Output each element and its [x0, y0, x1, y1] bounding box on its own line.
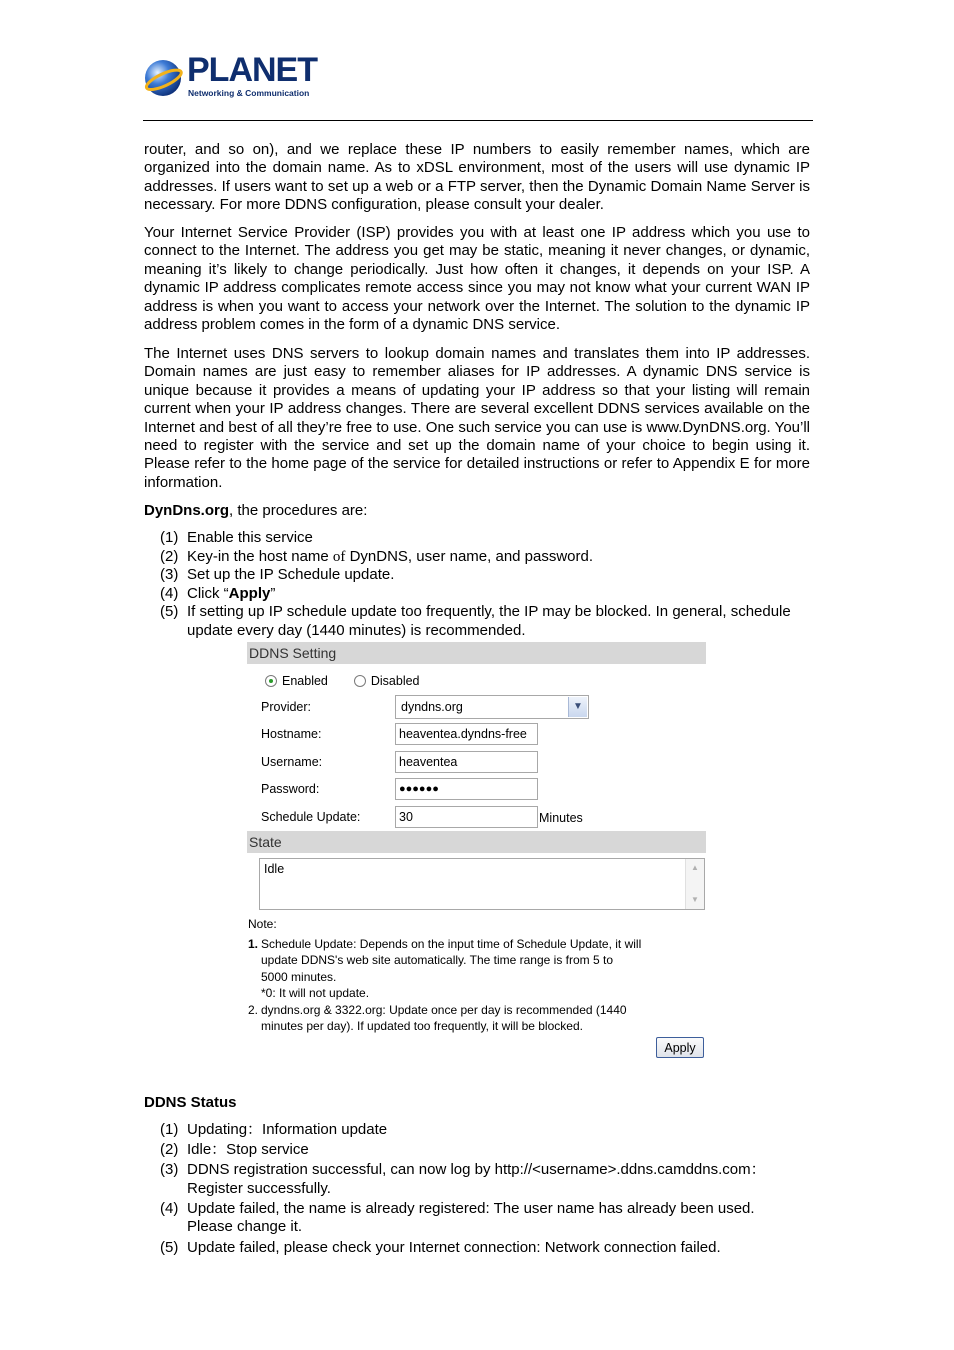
- header-divider: [143, 120, 813, 121]
- list-item: (5) Update failed, please check your Internet connection: Network connection failed.: [160, 1238, 721, 1256]
- state-title: State: [247, 831, 706, 853]
- provider-select[interactable]: [395, 695, 589, 719]
- ddns-setting-title: DDNS Setting: [247, 642, 706, 664]
- list-item: (3) Set up the IP Schedule update.: [160, 566, 395, 584]
- enabled-radio-group: [265, 672, 420, 690]
- schedule-update-label: Schedule Update:: [261, 810, 361, 824]
- scroll-up-icon[interactable]: ▲: [691, 863, 699, 872]
- hostname-label: Hostname:: [261, 727, 322, 741]
- ddns-status-list: [160, 1121, 800, 1259]
- hostname-input[interactable]: heaventea.dyndns-free: [395, 723, 538, 745]
- logo-wordmark: PLANET: [187, 51, 317, 89]
- disabled-radio[interactable]: [354, 675, 366, 687]
- ddns-setting-panel: [247, 642, 706, 1062]
- procedures-lead-text: , the procedures are:: [229, 502, 368, 519]
- list-item: (2) Idle：Stop service: [160, 1141, 309, 1159]
- procedures-lead: [144, 502, 810, 520]
- globe-logo-icon: [143, 58, 183, 98]
- paragraph-2: Your Internet Service Provider (ISP) provides you with at least one IP address which you use to connect to the Internet. The address you get may be static, meaning it never changes, or dynamic, meaning it’s likely to change periodically. Just how often it changes, it depends on your ISP. A dynamic IP address complicates remote access since you may not know what your current WAN IP address is when you want to access your network over the Internet. The solution to the dynamic IP address problem comes in the form of a dynamic DNS service.: [144, 224, 810, 334]
- ddns-status-heading: DDNS Status: [144, 1094, 237, 1111]
- list-item: (4) Click “Apply”: [160, 584, 276, 602]
- procedures-lead-bold: DynDns.org: [144, 502, 230, 519]
- note-item-2: 2. dyndns.org & 3322.org: Update once per day is recommended (1440 minutes per day). If updated too frequently, it will be blocked.: [248, 1002, 627, 1033]
- chevron-down-icon[interactable]: ▼: [568, 697, 587, 717]
- disabled-label: Disabled: [370, 674, 420, 688]
- note-item-1: 1. Schedule Update: Depends on the input time of Schedule Update, it will update DDNS's web site automatically. The time range is from 5 to 5000 minutes. *0: It will not update.: [248, 936, 642, 1000]
- password-label: Password:: [261, 782, 320, 796]
- provider-label: Provider:: [261, 700, 312, 714]
- state-value: Idle: [264, 862, 285, 876]
- provider-value: dyndns.org: [401, 700, 463, 714]
- planet-logo: [143, 51, 317, 101]
- paragraph-1: router, and so on), and we replace these IP numbers to easily remember names, which are organized into the domain name. As to xDSL environment, most of the users will use dynamic IP addresses. If users want to set up a web or a FTP server, then the Dynamic Domain Name Server is necessary. For more DDNS configuration, please consult your dealer.: [144, 141, 810, 214]
- list-item: (1) Updating：Information update: [160, 1121, 388, 1138]
- list-item: (1) Enable this service: [160, 529, 313, 546]
- state-textarea[interactable]: [259, 858, 705, 910]
- note-block: [248, 916, 698, 1035]
- enabled-radio[interactable]: [265, 675, 277, 687]
- paragraph-3: The Internet uses DNS servers to lookup domain names and translates them into IP addresses. Domain names are just easy to remember aliases for IP addresses. A dynamic DNS service is unique because it provides a means of updating your IP address so that your listing will remain current when your IP address changes. There are several excellent DDNS services available on the Internet and best of all they’re free to use. One such service you can use is www.DynDNS.org. You’ll need to register with the service and set up the domain name of your choice to begin using it. Please refer to the home page of the service for detailed instructions or refer to Appendix E for more information.: [144, 345, 810, 491]
- apply-button[interactable]: Apply: [656, 1037, 704, 1058]
- username-input[interactable]: heaventea: [395, 751, 538, 773]
- list-item: (3) DDNS registration successful, can now log by http://<username>.ddns.camddns.com：Register successfully.: [160, 1161, 766, 1197]
- note-title: Note:: [248, 917, 277, 931]
- state-scrollbar[interactable]: [685, 859, 704, 909]
- scroll-down-icon[interactable]: ▼: [691, 895, 699, 904]
- logo-tagline: Networking & Communication: [188, 88, 310, 98]
- procedures-list: [160, 529, 800, 641]
- list-item: (2) Key-in the host name of DynDNS, user name, and password.: [160, 547, 594, 565]
- list-item: (4) Update failed, the name is already registered: The user name has already been used. Please change it.: [160, 1199, 755, 1236]
- password-input[interactable]: ●●●●●●: [395, 778, 538, 800]
- enabled-label: Enabled: [282, 674, 328, 688]
- username-label: Username:: [261, 755, 323, 769]
- schedule-unit-label: Minutes: [539, 811, 583, 825]
- schedule-update-input[interactable]: 30: [395, 806, 538, 828]
- list-item: (5) If setting up IP schedule update too frequently, the IP may be blocked. In general, schedule update every day (1440 minutes) is recommended.: [160, 603, 791, 639]
